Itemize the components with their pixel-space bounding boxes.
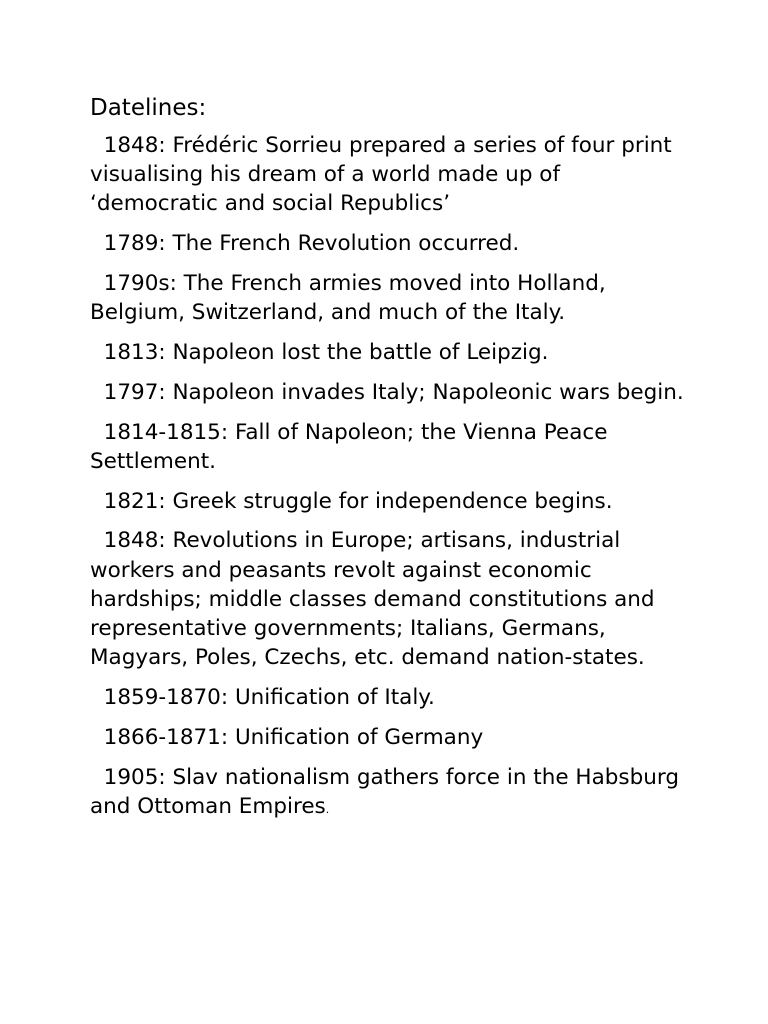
dateline-entry-1848-sorrieu: 1848: Frédéric Sorrieu prepared a series of four print visualising his dream of a world made up of ‘democratic and social Republics’	[90, 133, 679, 217]
dateline-entry-1859-1870: 1859-1870: Unification of Italy.	[90, 685, 435, 710]
dateline-entry-1814-1815: 1814-1815: Fall of Napoleon; the Vienna Peace Settlement.	[90, 419, 615, 474]
dateline-entry-1866-1871: 1866-1871: Unification of Germany	[90, 724, 484, 750]
datelines-heading: Datelines:	[90, 95, 207, 121]
dateline-entry-1905	[90, 763, 690, 824]
dateline-entry-1848-revolutions: 1848: Revolutions in Europe; artisans, industrial workers and peasants revolt against economic hardships; middle classes demand constitutions and representative governments; Italians, Germans, Magyars, Poles, Czechs, etc. demand nation-states.	[90, 528, 662, 671]
dateline-list	[90, 131, 690, 824]
dateline-entry-1789: 1789: The French Revolution occurred.	[90, 231, 520, 257]
dateline-entry-1813: 1813: Napoleon lost the battle of Leipzig.	[90, 340, 549, 365]
dateline-entry-1821: 1821: Greek struggle for independence begins.	[90, 488, 613, 514]
dateline-entry-1790s: 1790s: The French armies moved into Holland, Belgium, Switzerland, and much of the Italy.	[90, 271, 613, 326]
document-page	[90, 92, 690, 835]
dateline-entry-1905-text: 1905: Slav nationalism gathers force in the Habsburg and Ottoman Empires	[90, 764, 686, 819]
dateline-entry-1797: 1797: Napoleon invades Italy; Napoleonic wars begin.	[90, 379, 684, 405]
dateline-entry-1905-period: .	[325, 802, 330, 816]
